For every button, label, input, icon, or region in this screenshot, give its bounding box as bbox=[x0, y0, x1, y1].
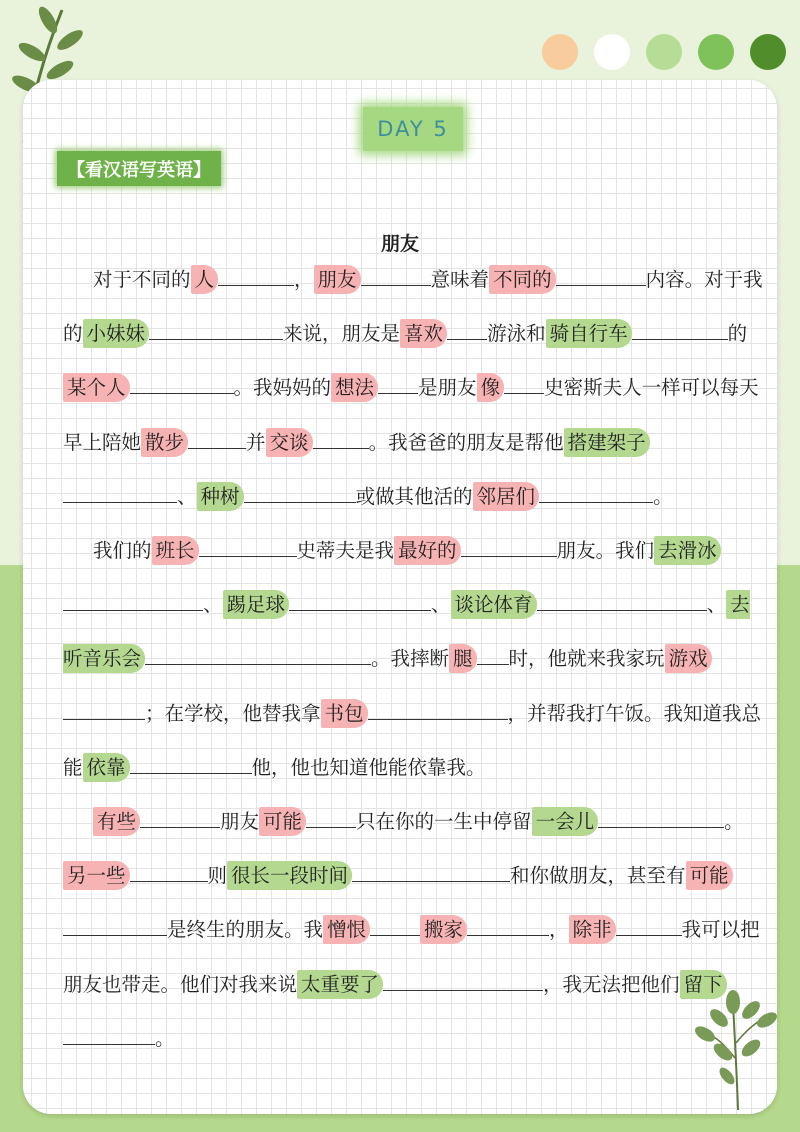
highlighted-word-pink: 有些 bbox=[93, 807, 140, 836]
text-segment: 。我爸爸的朋友是帮他 bbox=[368, 430, 564, 454]
answer-blank[interactable] bbox=[378, 375, 418, 394]
answer-blank[interactable] bbox=[461, 538, 557, 557]
highlighted-word-green: 种树 bbox=[197, 482, 244, 511]
text-segment: 游泳和 bbox=[487, 322, 546, 346]
answer-blank[interactable] bbox=[383, 972, 543, 991]
highlighted-word-pink: 人 bbox=[191, 265, 219, 294]
answer-blank[interactable] bbox=[447, 321, 487, 340]
text-segment: 的 bbox=[727, 322, 748, 346]
text-segment: 则 bbox=[207, 864, 228, 888]
text-segment: 朋友 bbox=[220, 810, 260, 834]
text-segment: 史密斯夫人一样可以每天早上陪她 bbox=[63, 376, 759, 454]
text-segment: 史蒂夫是我 bbox=[296, 539, 395, 563]
highlighted-word-green: 依靠 bbox=[83, 753, 130, 782]
answer-blank[interactable] bbox=[632, 321, 728, 340]
text-segment: 是朋友 bbox=[418, 376, 477, 400]
dot-white bbox=[594, 34, 630, 70]
highlighted-word-pink: 书包 bbox=[321, 699, 368, 728]
text-segment: ，并帮我打午饭。我知道我总能 bbox=[63, 701, 762, 779]
paragraph bbox=[63, 253, 763, 524]
answer-blank[interactable] bbox=[188, 430, 246, 449]
text-segment: ；在学校，他替我拿 bbox=[145, 701, 321, 725]
answer-blank[interactable] bbox=[149, 321, 283, 340]
answer-blank[interactable] bbox=[368, 701, 508, 720]
text-segment: 。 bbox=[724, 810, 744, 834]
answer-blank[interactable] bbox=[467, 917, 549, 936]
text-segment: 对于不同的 bbox=[93, 268, 191, 291]
text-segment: 、 bbox=[177, 484, 197, 508]
text-segment: 。我摔断 bbox=[371, 647, 450, 671]
highlighted-word-pink: 像 bbox=[477, 373, 505, 402]
dot-peach bbox=[542, 34, 578, 70]
highlighted-word-green: 很长一段时间 bbox=[227, 861, 352, 890]
highlighted-word-pink: 憎恨 bbox=[323, 915, 370, 944]
highlighted-word-green: 骑自行车 bbox=[546, 319, 632, 348]
highlighted-word-pink: 游戏 bbox=[665, 644, 712, 673]
answer-blank[interactable] bbox=[289, 592, 431, 611]
answer-blank[interactable] bbox=[477, 646, 509, 665]
text-segment: 我可以把朋友也带走。他们对我来说 bbox=[63, 918, 760, 996]
text-segment: 和你做朋友，甚至有 bbox=[510, 864, 686, 888]
text-segment: 来说，朋友是 bbox=[283, 322, 401, 346]
highlighted-word-pink: 可能 bbox=[686, 861, 733, 890]
answer-blank[interactable] bbox=[539, 484, 653, 503]
highlighted-word-pink: 搬家 bbox=[420, 915, 467, 944]
text-segment: ，我无法把他们 bbox=[543, 972, 680, 996]
dot-green bbox=[698, 34, 734, 70]
answer-blank[interactable] bbox=[63, 592, 203, 611]
text-segment: 朋友。我们 bbox=[556, 539, 655, 563]
highlighted-word-green: 一会儿 bbox=[532, 807, 599, 836]
answer-blank[interactable] bbox=[313, 430, 369, 449]
highlighted-word-pink: 另一些 bbox=[63, 861, 130, 890]
dot-dark-green bbox=[750, 34, 786, 70]
text-segment: 是终生的朋友。我 bbox=[167, 918, 324, 942]
highlighted-word-green: 去听音乐会 bbox=[63, 590, 750, 673]
answer-blank[interactable] bbox=[361, 267, 431, 286]
text-segment: 或做其他活的 bbox=[355, 484, 473, 508]
text-segment: 时，他就来我家玩 bbox=[508, 647, 665, 671]
highlighted-word-pink: 可能 bbox=[259, 807, 306, 836]
highlighted-word-pink: 腿 bbox=[449, 644, 477, 673]
highlighted-word-pink: 某个人 bbox=[63, 373, 130, 402]
answer-blank[interactable] bbox=[218, 267, 294, 286]
answer-blank[interactable] bbox=[352, 863, 510, 882]
highlighted-word-green: 踢足球 bbox=[223, 590, 290, 619]
answer-blank[interactable] bbox=[244, 484, 356, 503]
paragraph bbox=[63, 524, 763, 795]
answer-blank[interactable] bbox=[140, 809, 220, 828]
text-segment: 内容。对于我的 bbox=[63, 268, 763, 346]
answer-blank[interactable] bbox=[306, 809, 356, 828]
text-segment: ， bbox=[549, 918, 569, 942]
dot-light-green bbox=[646, 34, 682, 70]
highlighted-word-pink: 最好的 bbox=[394, 536, 461, 565]
highlighted-word-green: 谈论体育 bbox=[451, 590, 537, 619]
answer-blank[interactable] bbox=[130, 375, 234, 394]
highlighted-word-pink: 邻居们 bbox=[473, 482, 540, 511]
answer-blank[interactable] bbox=[370, 917, 420, 936]
answer-blank[interactable] bbox=[145, 646, 371, 665]
answer-blank[interactable] bbox=[63, 917, 167, 936]
text-segment: 、 bbox=[431, 593, 451, 617]
highlighted-word-green: 小妹妹 bbox=[83, 319, 150, 348]
answer-blank[interactable] bbox=[130, 755, 252, 774]
text-segment: 他，他也知道他能依靠我。 bbox=[251, 755, 486, 779]
answer-blank[interactable] bbox=[63, 1026, 155, 1045]
text-segment: 、 bbox=[203, 593, 223, 617]
answer-blank[interactable] bbox=[63, 484, 177, 503]
text-segment: 我们的 bbox=[93, 539, 152, 563]
answer-blank[interactable] bbox=[63, 701, 145, 720]
highlighted-word-green: 留下 bbox=[680, 970, 727, 999]
paragraph bbox=[63, 795, 763, 1066]
text-segment: 、 bbox=[706, 593, 727, 617]
highlighted-word-pink: 不同的 bbox=[489, 265, 556, 294]
answer-blank[interactable] bbox=[556, 267, 646, 286]
highlighted-word-green: 搭建架子 bbox=[564, 428, 650, 457]
decorative-dots bbox=[542, 34, 786, 70]
answer-blank[interactable] bbox=[598, 809, 724, 828]
highlighted-word-pink: 想法 bbox=[331, 373, 378, 402]
answer-blank[interactable] bbox=[130, 863, 208, 882]
text-segment: 。 bbox=[653, 484, 673, 508]
day-label: DAY 5 bbox=[363, 107, 463, 151]
highlighted-word-pink: 朋友 bbox=[314, 265, 361, 294]
answer-blank[interactable] bbox=[537, 592, 707, 611]
page-title: 朋友 bbox=[380, 233, 419, 255]
text-segment: 意味着 bbox=[430, 268, 490, 291]
text-segment: 。 bbox=[155, 1026, 175, 1050]
highlighted-word-pink: 散步 bbox=[141, 428, 188, 457]
highlighted-word-pink: 除非 bbox=[569, 915, 616, 944]
text-segment: 只在你的一生中停留 bbox=[356, 810, 532, 834]
plant-sprig-icon bbox=[693, 988, 778, 1113]
worksheet-paper bbox=[23, 80, 777, 1114]
text-segment: 并 bbox=[246, 430, 266, 454]
highlighted-word-pink: 喜欢 bbox=[400, 319, 447, 348]
text-segment: ， bbox=[294, 268, 314, 291]
answer-blank[interactable] bbox=[616, 917, 682, 936]
text-segment: 。我妈妈的 bbox=[233, 376, 332, 400]
highlighted-word-pink: 交谈 bbox=[266, 428, 313, 457]
answer-blank[interactable] bbox=[199, 538, 297, 557]
answer-blank[interactable] bbox=[504, 375, 544, 394]
highlighted-word-green: 去滑冰 bbox=[654, 536, 721, 565]
worksheet-text bbox=[63, 253, 763, 1066]
highlighted-word-pink: 班长 bbox=[152, 536, 199, 565]
highlighted-word-green: 太重要了 bbox=[297, 970, 383, 999]
section-label: 【看汉语写英语】 bbox=[57, 151, 221, 186]
